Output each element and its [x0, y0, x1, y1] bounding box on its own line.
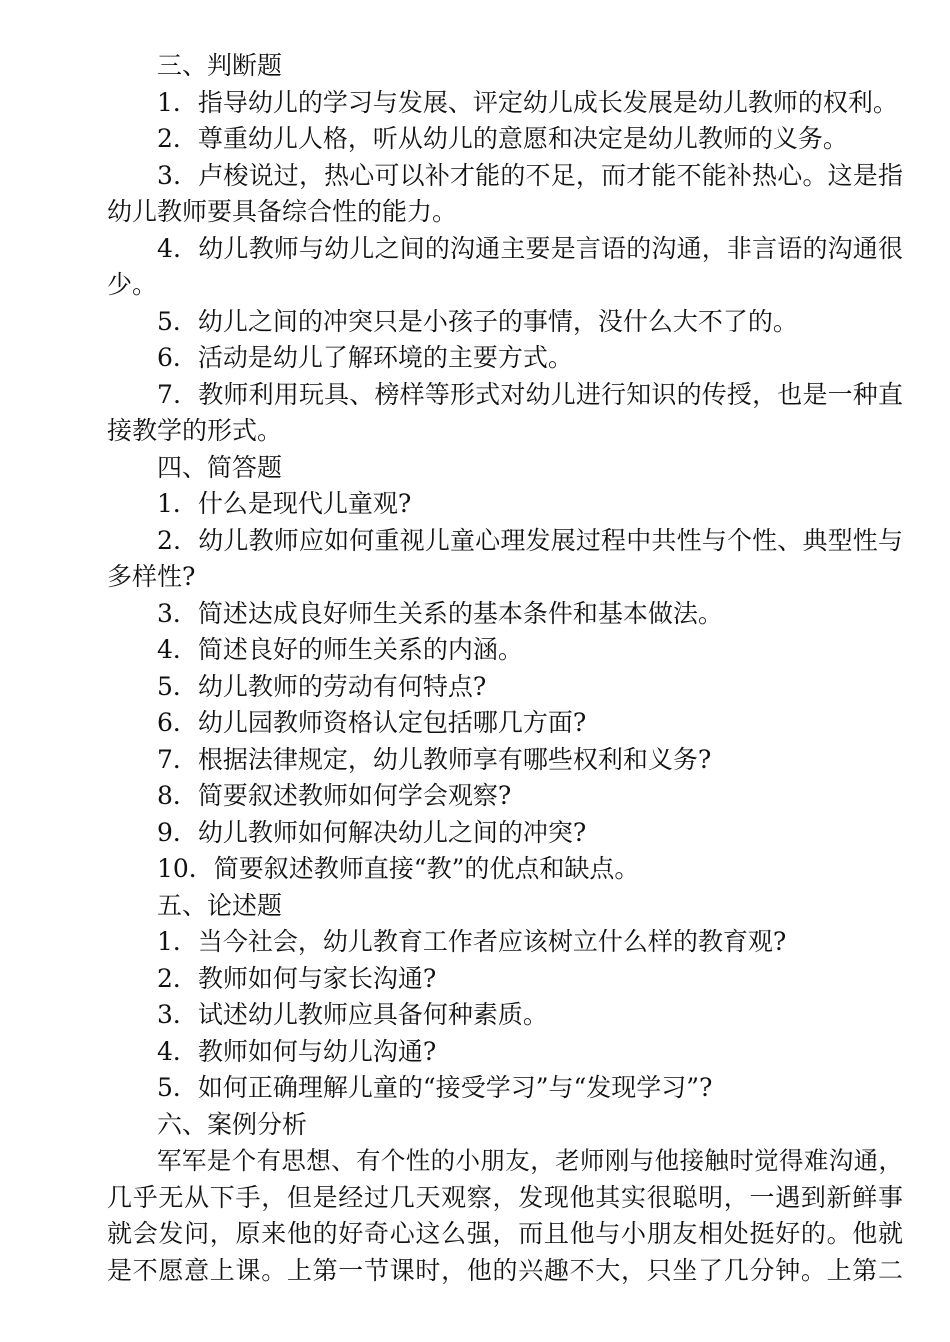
- judge-item-continued: 少。: [107, 270, 158, 299]
- case-paragraph-line: 是不愿意上课。上第一节课时，他的兴趣不大，只坐了几分钟。上第二: [107, 1255, 903, 1285]
- section-title-judge: 三、判断题: [157, 51, 283, 80]
- short-answer-item: 9．幼儿教师如何解决幼儿之间的冲突?: [157, 817, 587, 847]
- short-answer-item-continued: 多样性?: [107, 562, 196, 591]
- section-title-essay: 五、论述题: [157, 890, 283, 920]
- short-answer-item: 6．幼儿园教师资格认定包括哪几方面?: [157, 708, 587, 737]
- judge-item-continued: 幼儿教师要具备综合性的能力。: [107, 197, 458, 226]
- judge-item: 1．指导幼儿的学习与发展、评定幼儿成长发展是幼儿教师的权利。: [157, 87, 898, 117]
- short-answer-item: 10．简要叙述教师直接“教”的优点和缺点。: [157, 854, 640, 883]
- essay-item: 3．试述幼儿教师应具备何种素质。: [157, 1000, 548, 1029]
- essay-item: 4．教师如何与幼儿沟通?: [157, 1036, 437, 1066]
- judge-item: 6．活动是幼儿了解环境的主要方式。: [157, 343, 573, 372]
- short-answer-item: 3．简述达成良好师生关系的基本条件和基本做法。: [157, 598, 723, 628]
- essay-item: 1．当今社会，幼儿教育工作者应该树立什么样的教育观?: [157, 927, 787, 956]
- section-title-case-analysis: 六、案例分析: [157, 1109, 308, 1139]
- judge-item: 3．卢梭说过，热心可以补才能的不足，而才能不能补热心。这是指: [157, 160, 903, 190]
- essay-item: 2．教师如何与家长沟通?: [157, 963, 437, 993]
- case-paragraph-line: 几乎无从下手，但是经过几天观察，发现他其实很聪明，一遇到新鲜事: [107, 1182, 903, 1212]
- section-title-short-answer: 四、简答题: [157, 452, 283, 482]
- essay-item: 5．如何正确理解儿童的“接受学习”与“发现学习”?: [157, 1073, 713, 1102]
- judge-item: 4．幼儿教师与幼儿之间的沟通主要是言语的沟通，非言语的沟通很: [157, 233, 903, 263]
- short-answer-item: 4．简述良好的师生关系的内涵。: [157, 635, 523, 664]
- judge-item: 5．幼儿之间的冲突只是小孩子的事情，没什么大不了的。: [157, 306, 798, 336]
- case-paragraph-line: 军军是个有思想、有个性的小朋友，老师刚与他接触时觉得难沟通，: [157, 1146, 903, 1175]
- case-paragraph-line: 就会发问，原来他的好奇心这么强，而且他与小朋友相处挺好的。他就: [107, 1219, 903, 1248]
- short-answer-item: 1．什么是现代儿童观?: [157, 489, 412, 518]
- judge-item-continued: 接教学的形式。: [107, 416, 283, 445]
- short-answer-item: 2．幼儿教师应如何重视儿童心理发展过程中共性与个性、典型性与: [157, 525, 903, 555]
- short-answer-item: 8．简要叙述教师如何学会观察?: [157, 781, 512, 810]
- short-answer-item: 7．根据法律规定，幼儿教师享有哪些权利和义务?: [157, 744, 712, 774]
- judge-item: 7．教师利用玩具、榜样等形式对幼儿进行知识的传授，也是一种直: [157, 379, 903, 409]
- document-page: [107, 48, 903, 1289]
- judge-item: 2．尊重幼儿人格，听从幼儿的意愿和决定是幼儿教师的义务。: [157, 124, 848, 153]
- short-answer-item: 5．幼儿教师的劳动有何特点?: [157, 671, 487, 701]
